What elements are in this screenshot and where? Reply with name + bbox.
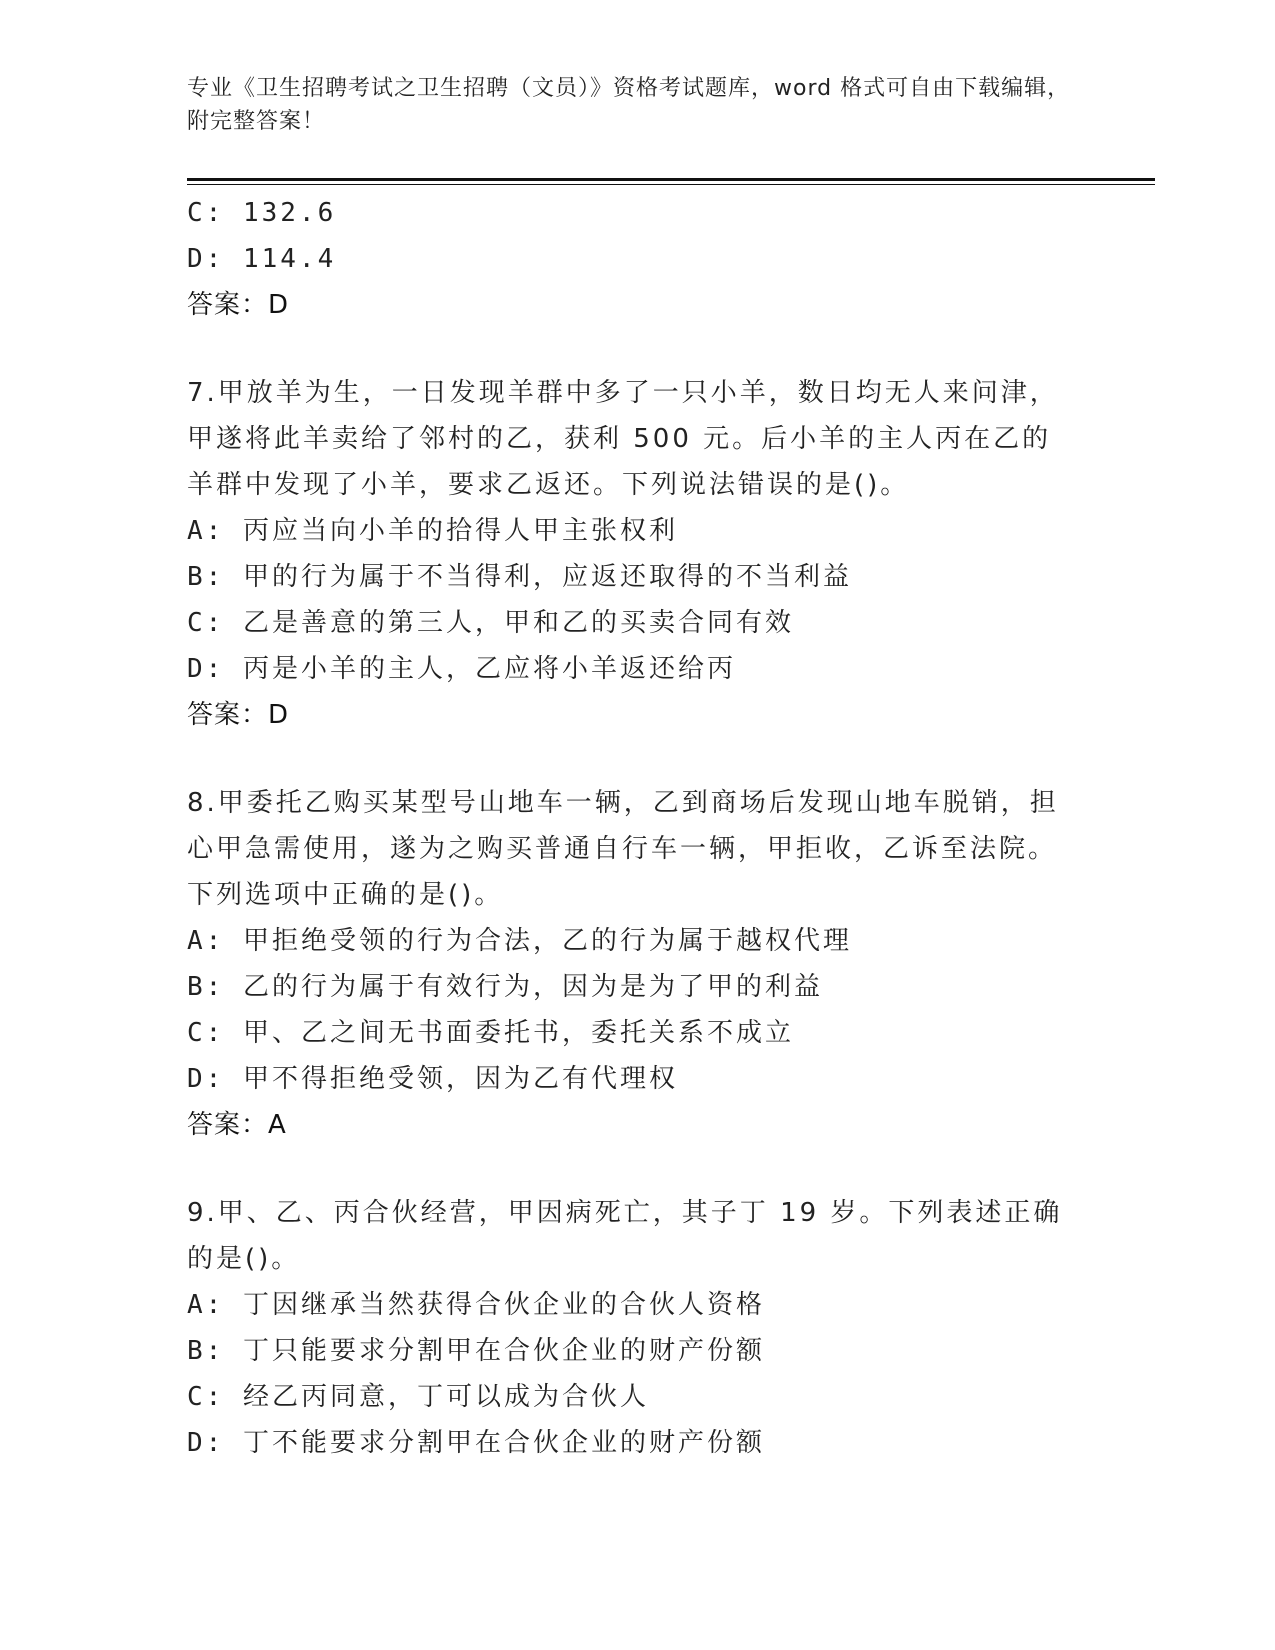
option-a: A: 丙应当向小羊的拾得人甲主张权利 [187, 516, 678, 546]
option-d: D: 114.4 [187, 244, 337, 274]
question-stem: 9.甲、乙、丙合伙经营，甲因病死亡，其子丁 19 岁。下列表述正确的是()。 [187, 1198, 1063, 1274]
option-a: A: 甲拒绝受领的行为合法，乙的行为属于越权代理 [187, 926, 852, 956]
option-c: C: 乙是善意的第三人，甲和乙的买卖合同有效 [187, 608, 794, 638]
option-c: C: 甲、乙之间无书面委托书，委托关系不成立 [187, 1018, 794, 1048]
spacer [187, 1148, 1087, 1190]
spacer [187, 328, 1087, 370]
option-b: B: 甲的行为属于不当得利，应返还取得的不当利益 [187, 562, 852, 592]
question-stem: 8.甲委托乙购买某型号山地车一辆，乙到商场后发现山地车脱销，担心甲急需使用，遂为之购买普通自行车一辆，甲拒收，乙诉至法院。下列选项中正确的是()。 [187, 788, 1059, 910]
option-c: C: 经乙丙同意，丁可以成为合伙人 [187, 1382, 649, 1412]
prev-question-block [187, 190, 1087, 328]
header-rule-thick [187, 178, 1155, 181]
option-b: B: 乙的行为属于有效行为，因为是为了甲的利益 [187, 972, 823, 1002]
option-d: D: 丁不能要求分割甲在合伙企业的财产份额 [187, 1428, 765, 1458]
spacer [187, 738, 1087, 780]
question-8 [187, 780, 1087, 1148]
option-c: C: 132.6 [187, 198, 337, 228]
option-d: D: 丙是小羊的主人，乙应将小羊返还给丙 [187, 654, 736, 684]
header-rule-thin [187, 184, 1155, 185]
question-stem: 7.甲放羊为生，一日发现羊群中多了一只小羊，数日均无人来问津，甲遂将此羊卖给了邻村的乙，获利 500 元。后小羊的主人丙在乙的羊群中发现了小羊，要求乙返还。下列说法错误的是()。 [187, 378, 1059, 500]
option-d: D: 甲不得拒绝受领，因为乙有代理权 [187, 1064, 678, 1094]
answer-line: 答案：A [187, 1110, 287, 1140]
page-header: 专业《卫生招聘考试之卫生招聘（文员）》资格考试题库，word 格式可自由下载编辑，附完整答案！ [187, 76, 1071, 134]
answer-line: 答案：D [187, 290, 290, 320]
question-9 [187, 1190, 1087, 1466]
option-b: B: 丁只能要求分割甲在合伙企业的财产份额 [187, 1336, 765, 1366]
question-7 [187, 370, 1087, 738]
question-content [187, 190, 1087, 1466]
option-a: A: 丁因继承当然获得合伙企业的合伙人资格 [187, 1290, 765, 1320]
answer-line: 答案：D [187, 700, 290, 730]
